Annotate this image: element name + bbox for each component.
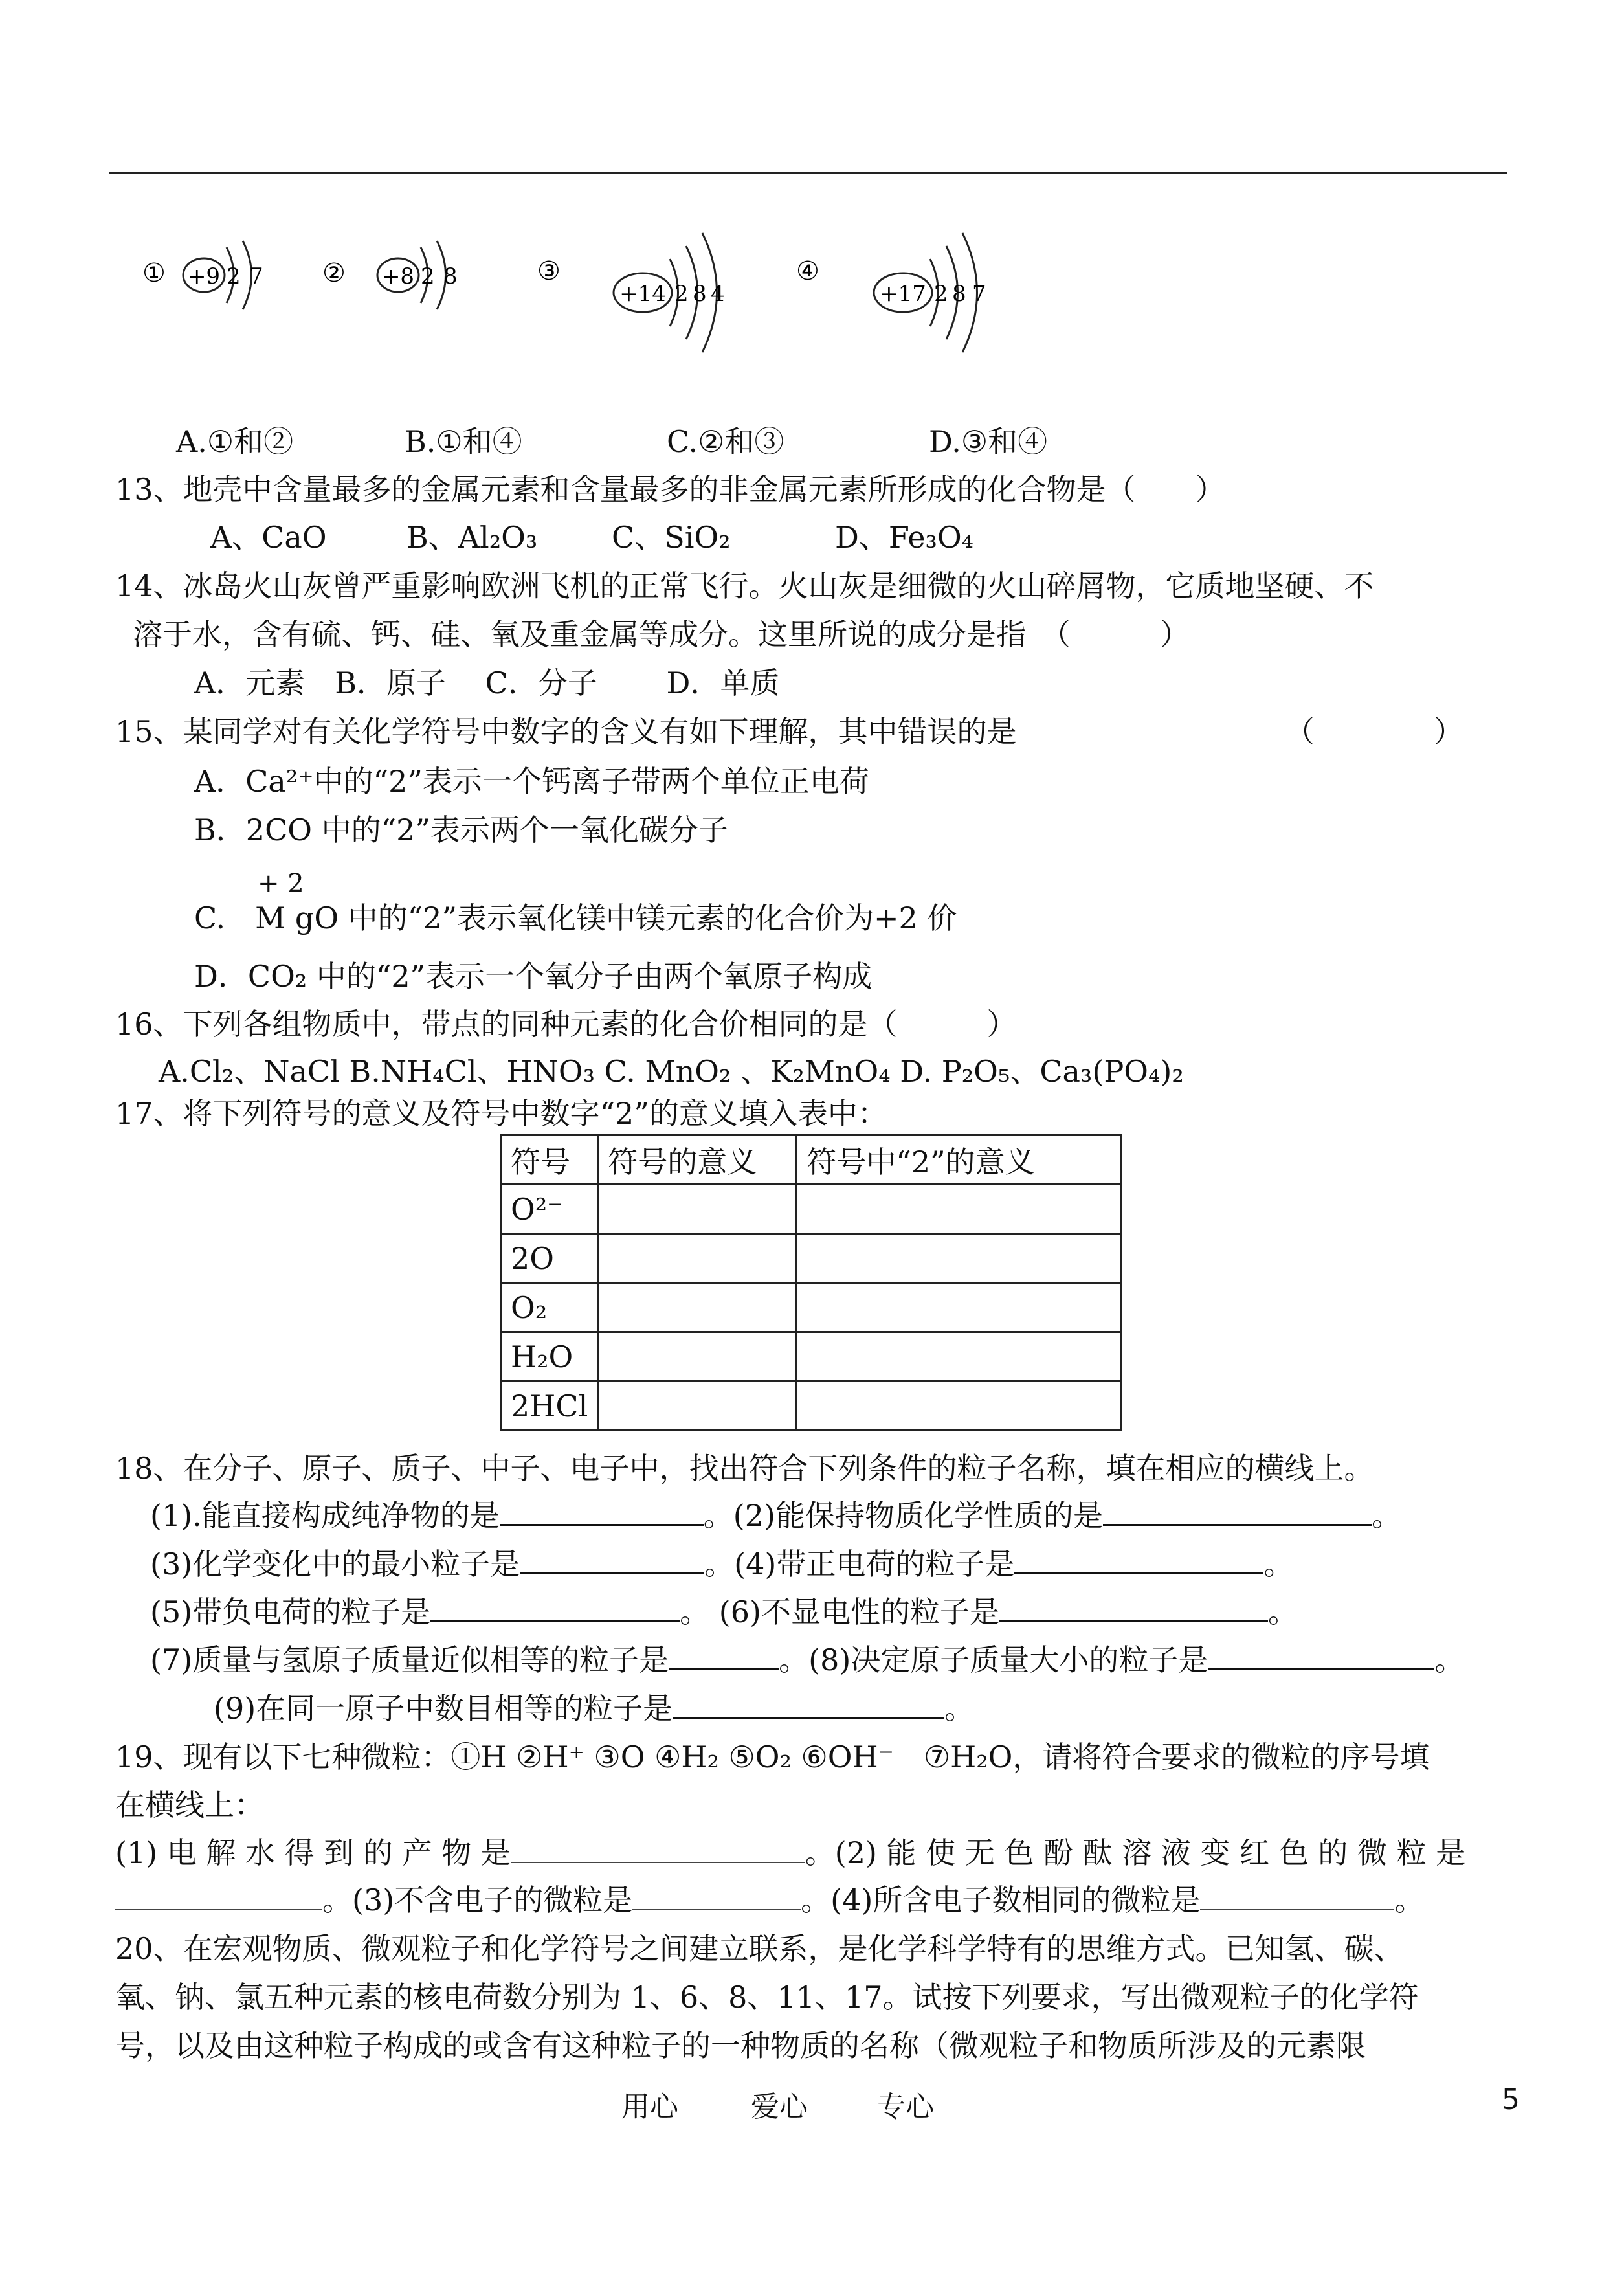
table-cell-blank[interactable] xyxy=(598,1283,797,1332)
q19-prompt-1: (1) 电 解 水 得 到 的 产 物 是 xyxy=(115,1835,511,1870)
shell-electrons: 7 xyxy=(249,263,263,289)
table-header: 符号的意义 xyxy=(598,1135,797,1185)
shell-electrons: 4 xyxy=(711,281,725,307)
atom-label: ② xyxy=(322,258,346,288)
q15-stem: 15、某同学对有关化学符号中数字的含义有如下理解，其中错误的是 xyxy=(115,714,1017,749)
nucleus-charge: +9 xyxy=(187,263,221,289)
table-cell-blank[interactable] xyxy=(797,1234,1121,1283)
q18-prompt-2: 。(2)能保持物质化学性质的是 xyxy=(703,1498,1103,1533)
nucleus-charge: +17 xyxy=(880,281,926,307)
q20-line-3: 号，以及由这种粒子构成的或含有这种粒子的一种物质的名称（微观粒子和物质所涉及的元素限 xyxy=(115,2028,1366,2063)
shell-electrons: 2 xyxy=(674,281,689,307)
shell-electrons: 7 xyxy=(972,281,986,307)
table-row xyxy=(501,1332,1121,1381)
q18-prompt-4: 。(4)带正电荷的粒子是 xyxy=(704,1547,1015,1582)
q18-row-2 xyxy=(150,1544,1293,1583)
q16-options: A.Cl₂、NaCl B.NH₄Cl、HNO₃ C. MnO₂ 、K₂MnO₄ D. P₂O₅、Ca₃(PO₄)₂ xyxy=(159,1054,1184,1089)
table-cell-blank[interactable] xyxy=(797,1332,1121,1381)
q14-options: A．元素 B．原子 C．分子 D．单质 xyxy=(194,666,780,700)
shell-electrons: 8 xyxy=(693,281,707,307)
answer-blank[interactable] xyxy=(1200,1881,1394,1910)
q18-row-5 xyxy=(214,1688,974,1728)
table-header-row xyxy=(501,1135,1121,1185)
answer-blank[interactable] xyxy=(511,1833,805,1863)
q15-answer-bracket: （ ） xyxy=(1285,714,1463,749)
nucleus-charge: +14 xyxy=(619,281,666,307)
table-cell-blank[interactable] xyxy=(598,1332,797,1381)
q16-stem: 16、下列各组物质中，带点的同种元素的化合价相同的是（ ） xyxy=(115,1007,1017,1042)
table-header: 符号 xyxy=(501,1135,598,1185)
q15-option-b: B．2CO 中的“2”表示两个一氧化碳分子 xyxy=(194,812,728,847)
footer-text-1: 用心 xyxy=(621,2090,678,2123)
q18-prompt-8: 。(8)决定原子质量大小的粒子是 xyxy=(779,1642,1208,1677)
q14-line-1: 14、冰岛火山灰曾严重影响欧洲飞机的正常飞行。火山灰是细微的火山碎屑物，它质地坚硬、不 xyxy=(115,568,1374,603)
shell-electrons: 8 xyxy=(443,263,458,289)
q18-row-4 xyxy=(150,1640,1464,1679)
page-number: 5 xyxy=(1502,2083,1520,2116)
answer-blank[interactable] xyxy=(500,1495,704,1526)
q12-option-a: A.①和② xyxy=(176,424,294,459)
symbol-table xyxy=(500,1134,1122,1431)
answer-blank[interactable] xyxy=(673,1688,944,1719)
q18-row-1 xyxy=(150,1495,1401,1535)
atom-diagram-4 xyxy=(796,233,986,352)
atom-label: ③ xyxy=(537,256,561,286)
answer-blank[interactable] xyxy=(1208,1640,1434,1670)
q19-prompt-4: 。(4)所含电子数相同的微粒是 xyxy=(801,1883,1201,1918)
q19-row-2 xyxy=(115,1881,1424,1919)
q18-row-3 xyxy=(150,1592,1298,1631)
table-cell-symbol: 2HCl xyxy=(501,1381,598,1431)
q17-stem: 17、将下列符号的意义及符号中数字“2”的意义填入表中： xyxy=(115,1096,887,1131)
q15-option-c: C. M gO 中的“2”表示氧化镁中镁元素的化合价为+2 价 xyxy=(194,900,957,935)
nucleus-charge: +8 xyxy=(381,263,415,289)
q18-end: 。 xyxy=(1371,1498,1401,1533)
q20-line-1: 20、在宏观物质、微观粒子和化学符号之间建立联系，是化学科学特有的思维方式。已知氢、碳、 xyxy=(115,1931,1404,1966)
atom-diagram-2 xyxy=(322,241,458,309)
answer-blank[interactable] xyxy=(999,1592,1268,1622)
table-cell-blank[interactable] xyxy=(598,1234,797,1283)
q19-line-1: 19、现有以下七种微粒：①H ②H⁺ ③O ④H₂ ⑤O₂ ⑥OH⁻ ⑦H₂O，请将符合要求的微粒的序号填 xyxy=(115,1739,1430,1774)
q18-prompt-6: 。 (6)不显电性的粒子是 xyxy=(680,1594,999,1629)
q13-option-c: C、SiO₂ xyxy=(612,520,731,555)
q18-end: 。 xyxy=(1434,1642,1465,1677)
table-cell-blank[interactable] xyxy=(598,1185,797,1234)
q18-prompt-5: (5)带负电荷的粒子是 xyxy=(150,1594,431,1629)
answer-blank[interactable] xyxy=(632,1881,801,1910)
q18-end: 。 xyxy=(1263,1547,1294,1582)
atom-diagram-3 xyxy=(537,233,725,352)
q20-line-2: 氧、钠、氯五种元素的核电荷数分别为 1、6、8、11、17。试按下列要求，写出微观粒子的化学符 xyxy=(115,1980,1419,2015)
q12-option-c: C.②和③ xyxy=(667,424,784,459)
q12-option-d: D.③和④ xyxy=(929,424,1048,459)
shell-electrons: 2 xyxy=(421,263,435,289)
q14-line-2: 溶于水，含有硫、钙、硅、氧及重金属等成分。这里所说的成分是指 （ ） xyxy=(133,617,1190,652)
q15-option-c-valence: + 2 xyxy=(258,869,304,899)
q19-prompt-3: 。(3)不含电子的微粒是 xyxy=(322,1883,633,1918)
answer-blank[interactable] xyxy=(520,1544,704,1574)
table-cell-blank[interactable] xyxy=(598,1381,797,1431)
q18-end: 。 xyxy=(944,1691,975,1726)
table-cell-symbol: H₂O xyxy=(501,1332,598,1381)
shell-electrons: 2 xyxy=(227,263,241,289)
answer-blank[interactable] xyxy=(115,1881,322,1910)
q12-option-b: B.①和④ xyxy=(405,424,522,459)
table-row xyxy=(501,1381,1121,1431)
header-rule xyxy=(109,172,1507,174)
table-header: 符号中“2”的意义 xyxy=(797,1135,1121,1185)
q15-option-a: A．Ca²⁺中的“2”表示一个钙离子带两个单位正电荷 xyxy=(194,764,869,799)
shell-electrons: 2 xyxy=(934,281,948,307)
q19-prompt-2: 。(2) 能 使 无 色 酚 酞 溶 液 变 红 色 的 微 粒 是 xyxy=(805,1835,1466,1870)
table-cell-blank[interactable] xyxy=(797,1283,1121,1332)
table-row xyxy=(501,1234,1121,1283)
q18-end: 。 xyxy=(1267,1594,1298,1629)
atom-diagram-1 xyxy=(142,241,263,309)
answer-blank[interactable] xyxy=(1103,1495,1372,1526)
answer-blank[interactable] xyxy=(669,1640,779,1670)
q15-option-d: D．CO₂ 中的“2”表示一个氧分子由两个氧原子构成 xyxy=(194,959,873,994)
shell-electrons: 8 xyxy=(952,281,966,307)
q19-end: 。 xyxy=(1394,1883,1425,1918)
q18-prompt-3: (3)化学变化中的最小粒子是 xyxy=(150,1547,520,1582)
footer-text-3: 专心 xyxy=(877,2090,934,2123)
q13-stem: 13、地壳中含量最多的金属元素和含量最多的非金属元素所形成的化合物是（ ） xyxy=(115,472,1225,507)
table-cell-blank[interactable] xyxy=(797,1185,1121,1234)
footer-text-2: 爱心 xyxy=(751,2090,808,2123)
atom-label: ④ xyxy=(796,256,819,286)
q13-option-d: D、Fe₃O₄ xyxy=(835,520,974,555)
q19-line-2: 在横线上： xyxy=(115,1787,264,1822)
answer-blank[interactable] xyxy=(430,1592,680,1622)
table-row xyxy=(501,1283,1121,1332)
q18-prompt-1: (1).能直接构成纯净物的是 xyxy=(150,1498,500,1533)
atom-label: ① xyxy=(142,258,166,288)
atom-structure-diagrams xyxy=(129,207,1068,356)
q19-row-1 xyxy=(115,1833,1465,1872)
q13-option-b: B、Al₂O₃ xyxy=(406,520,538,555)
table-row xyxy=(501,1185,1121,1234)
table-cell-symbol: O²⁻ xyxy=(501,1185,598,1234)
q18-prompt-7: (7)质量与氢原子质量近似相等的粒子是 xyxy=(150,1642,669,1677)
q13-option-a: A、CaO xyxy=(210,520,327,555)
q18-stem: 18、在分子、原子、质子、中子、电子中，找出符合下列条件的粒子名称，填在相应的横线上。 xyxy=(115,1451,1374,1486)
table-cell-symbol: 2O xyxy=(501,1234,598,1283)
answer-blank[interactable] xyxy=(1014,1544,1263,1574)
table-cell-symbol: O₂ xyxy=(501,1283,598,1332)
table-cell-blank[interactable] xyxy=(797,1381,1121,1431)
q18-prompt-9: (9)在同一原子中数目相等的粒子是 xyxy=(214,1691,673,1726)
